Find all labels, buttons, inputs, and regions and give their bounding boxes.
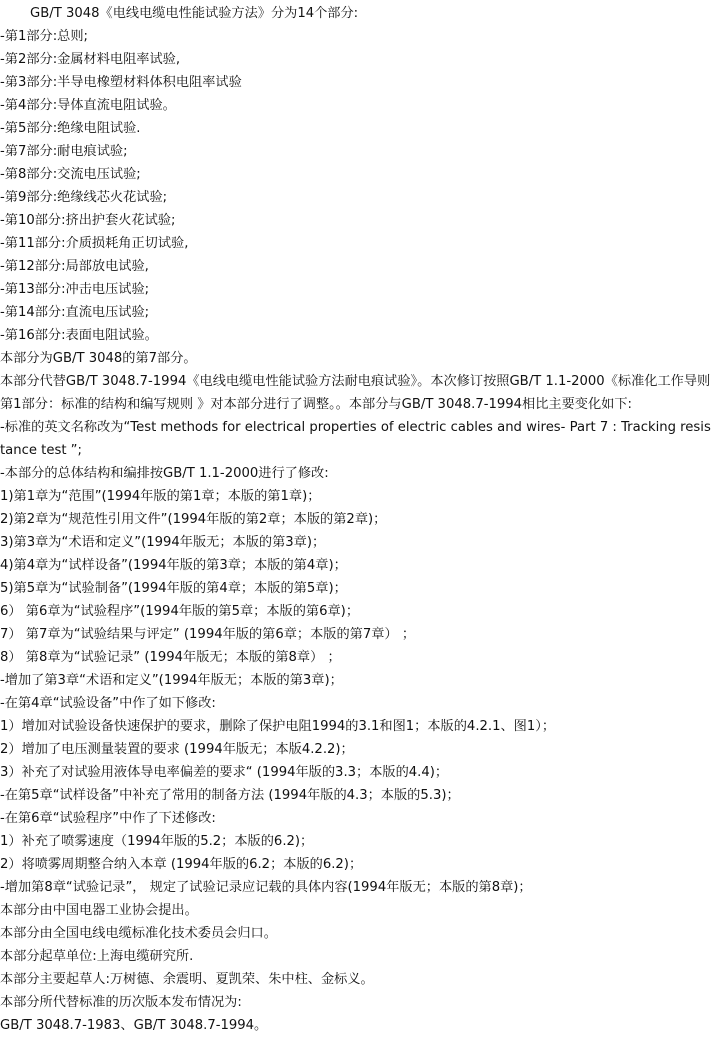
history-versions: GB/T 3048.7-1983、GB/T 3048.7-1994。 [0, 1018, 268, 1033]
chapter6-item: 2）将喷雾周期整合纳入本章 (1994年版的6.2；本版的6.2)； [0, 857, 363, 872]
replaces-paragraph: 本部分代替GB/T 3048.7-1994《电线电缆电性能试验方法耐电痕试验》。本次修订按照GB/T 1.1-2000《标准化工作导则 第1部分：标准的结构和编写规则 》对本部分进行了调整。。本部分与GB/T 3048.7-1994相比主要变化如下: [0, 374, 711, 412]
part-item: -第8部分:交流电压试验; [0, 167, 141, 182]
part-item: -第10部分:挤出护套火花试验; [0, 213, 176, 228]
document-title: GB/T 3048《电线电缆电性能试验方法》分为14个部分: [30, 6, 359, 21]
chapter-item: 6） 第6章为“试验程序”(1994年版的第5章；本版的第6章)； [0, 604, 360, 619]
part-item: -第9部分:绝缘线芯火花试验; [0, 190, 168, 205]
chapter-item: 7） 第7章为“试验结果与评定” (1994年版的第6章；本版的第7章） ； [0, 627, 416, 642]
chapter4-item: 3）补充了对试验用液体导电率偏差的要求“ (1994年版的3.3；本版的4.4)； [0, 765, 449, 780]
chapter-item: 1)第1章为“范围”(1994年版的第1章；本版的第1章)； [0, 489, 321, 504]
part-item: -第4部分:导体直流电阻试验。 [0, 98, 176, 113]
chapter4-item: 2）增加了电压测量装置的要求 (1994年版无；本版4.2.2)； [0, 742, 354, 757]
history-intro: 本部分所代替标准的历次版本发布情况为: [0, 995, 242, 1010]
part-item: -第14部分:直流电压试验; [0, 305, 150, 320]
part-item: -第2部分:金属材料电阻率试验, [0, 52, 181, 67]
proposed-by: 本部分由中国电器工业协会提出。 [0, 903, 198, 918]
part-item: -第16部分:表面电阻试验。 [0, 328, 158, 343]
chapter-item: 2)第2章为“规范性引用文件”(1994年版的第2章；本版的第2章)； [0, 512, 387, 527]
added-terms-item: -增加了第3章“术语和定义”(1994年版无；本版的第3章)； [0, 673, 343, 688]
chapter4-intro: -在第4章“试验设备”中作了如下修改: [0, 696, 216, 711]
part-item: -第1部分:总则; [0, 29, 88, 44]
chapter-item: 4)第4章为“试样设备”(1994年版的第3章；本版的第4章)； [0, 558, 347, 573]
part-of-statement: 本部分为GB/T 3048的第7部分。 [0, 351, 197, 366]
chapter8-item: -增加第8章“试验记录”， 规定了试验记录应记载的具体内容(1994年版无；本版的第8章)； [0, 880, 532, 895]
chapter6-item: 1）补充了喷雾速度（1994年版的5.2；本版的6.2)； [0, 834, 314, 849]
part-item: -第7部分:耐电痕试验; [0, 144, 128, 159]
drafters: 本部分主要起草人:万树德、余震明、夏凯荣、朱中柱、金标义。 [0, 972, 374, 987]
english-name-paragraph: -标准的英文名称改为“Test methods for electrical properties of electric cables and wires- Part 7 : Tracking resistance test ”; [0, 420, 711, 458]
chapter-item: 3)第3章为“术语和定义”(1994年版无；本版的第3章)； [0, 535, 326, 550]
chapter-item: 8） 第8章为“试验记录” (1994年版无；本版的第8章） ； [0, 650, 341, 665]
chapter6-intro: -在第6章“试验程序”中作了下述修改: [0, 811, 216, 826]
chapter4-item: 1）增加对试验设备快速保护的要求，删除了保护电阻1994的3.1和图1；本版的4.2.1、图1）； [0, 719, 556, 734]
chapter5-item: -在第5章“试样设备”中补充了常用的制备方法 (1994年版的4.3；本版的5.3)； [0, 788, 460, 803]
structure-intro: -本部分的总体结构和编排按GB/T 1.1-2000进行了修改: [0, 466, 329, 481]
part-item: -第11部分:介质损耗角正切试验, [0, 236, 189, 251]
managed-by: 本部分由全国电线电缆标准化技术委员会归口。 [0, 926, 277, 941]
part-item: -第5部分:绝缘电阻试验. [0, 121, 141, 136]
chapter-item: 5)第5章为“试验制备”(1994年版的第4章；本版的第5章)； [0, 581, 347, 596]
part-item: -第12部分:局部放电试验, [0, 259, 149, 274]
drafting-unit: 本部分起草单位:上海电缆研究所. [0, 949, 194, 964]
part-item: -第3部分:半导电橡塑材料体积电阻率试验 [0, 75, 242, 90]
part-item: -第13部分:冲击电压试验; [0, 282, 150, 297]
